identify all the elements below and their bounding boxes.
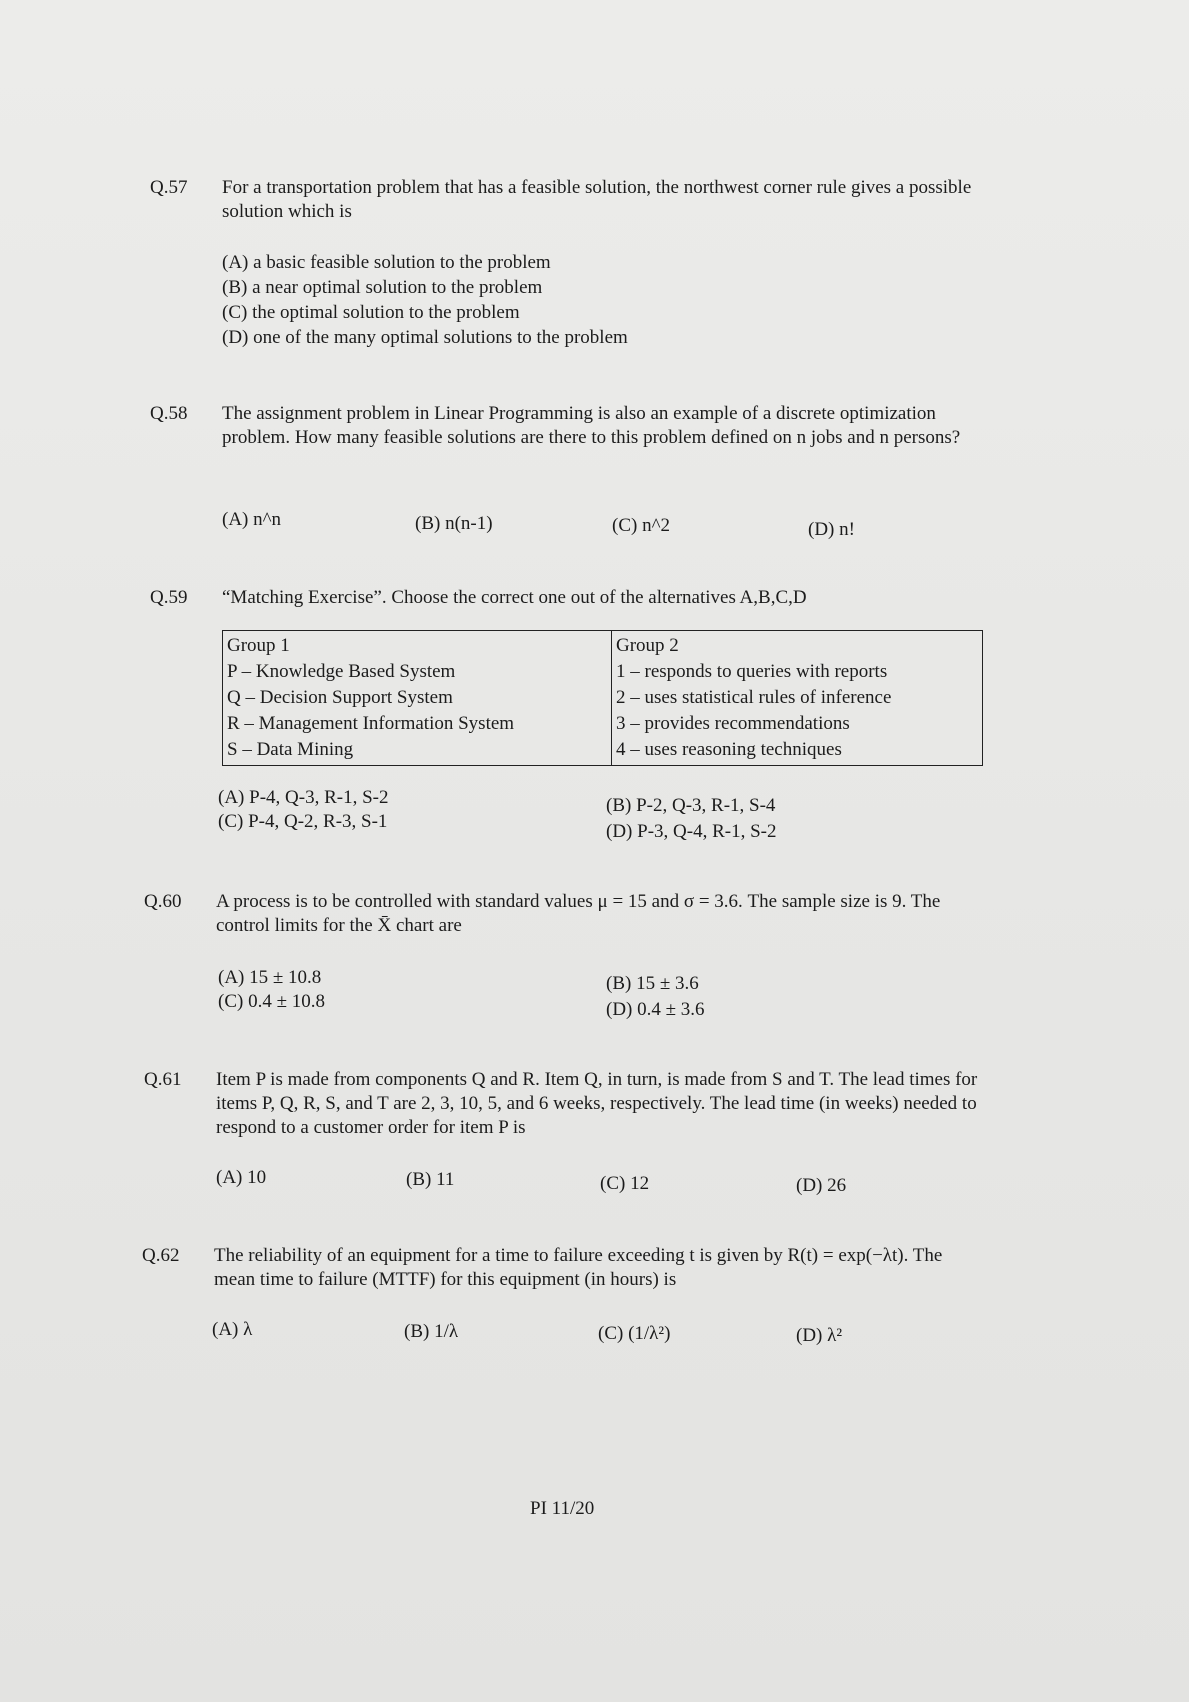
- question-text: “Matching Exercise”. Choose the correct one out of the alternatives A,B,C,D: [222, 587, 807, 608]
- question-number: Q.58: [150, 403, 188, 424]
- option-c: (C) P-4, Q-2, R-3, S-1: [218, 811, 388, 832]
- option-b: (B) P-2, Q-3, R-1, S-4: [606, 795, 776, 816]
- group2-header: Group 2: [616, 635, 679, 656]
- page-footer: PI 11/20: [530, 1498, 595, 1519]
- option-d: (D) 0.4 ± 3.6: [606, 999, 705, 1020]
- option-c: (C) 0.4 ± 10.8: [218, 991, 326, 1012]
- group2-column: [612, 631, 983, 766]
- group1-item: P – Knowledge Based System: [227, 661, 456, 682]
- group1-item: Q – Decision Support System: [227, 687, 453, 708]
- question-text: A process is to be controlled with standard values μ = 15 and σ = 3.6. The sample size is 9. The control limits for the X̄ chart are: [216, 891, 941, 936]
- question-number: Q.62: [142, 1245, 180, 1266]
- option-a: (A) a basic feasible solution to the problem: [222, 252, 551, 273]
- option-d: (D) λ²: [796, 1325, 843, 1346]
- group1-column: [223, 631, 612, 766]
- question-number: Q.60: [144, 891, 182, 912]
- question-text: For a transportation problem that has a feasible solution, the northwest corner rule gives a possible solution which is: [222, 177, 972, 222]
- matching-table: [222, 630, 983, 766]
- option-b: (B) a near optimal solution to the problem: [222, 277, 543, 298]
- group2-item: 2 – uses statistical rules of inference: [616, 687, 892, 708]
- option-a: (A) 15 ± 10.8: [218, 967, 322, 988]
- option-b: (B) 15 ± 3.6: [606, 973, 699, 994]
- question-number: Q.61: [144, 1069, 182, 1090]
- option-a: (A) n^n: [222, 509, 282, 530]
- option-c: (C) n^2: [612, 515, 670, 536]
- option-a: (A) 10: [216, 1167, 267, 1188]
- option-c: (C) 12: [600, 1173, 650, 1194]
- question-number: Q.59: [150, 587, 188, 608]
- option-c: (C) the optimal solution to the problem: [222, 302, 520, 323]
- option-d: (D) P-3, Q-4, R-1, S-2: [606, 821, 777, 842]
- group1-item: R – Management Information System: [227, 713, 515, 734]
- option-b: (B) n(n-1): [415, 513, 493, 534]
- option-a: (A) λ: [212, 1319, 253, 1340]
- question-number: Q.57: [150, 177, 188, 198]
- option-d: (D) 26: [796, 1175, 847, 1196]
- option-c: (C) (1/λ²): [598, 1323, 671, 1344]
- option-d: (D) n!: [808, 519, 855, 540]
- question-text: Item P is made from components Q and R. Item Q, in turn, is made from S and T. The lead times for items P, Q, R, S, and T are 2, 3, 10, 5, and 6 weeks, respectively. The lead time (in weeks) needed to respond to a customer order for item P is: [216, 1069, 978, 1138]
- group1-item: S – Data Mining: [227, 739, 354, 760]
- option-a: (A) P-4, Q-3, R-1, S-2: [218, 787, 389, 808]
- group1-header: Group 1: [227, 635, 290, 656]
- option-d: (D) one of the many optimal solutions to the problem: [222, 327, 628, 348]
- question-text: The reliability of an equipment for a time to failure exceeding t is given by R(t) = exp(−λt). The mean time to failure (MTTF) for this equipment (in hours) is: [214, 1245, 943, 1290]
- group2-item: 4 – uses reasoning techniques: [616, 739, 842, 760]
- option-b: (B) 11: [406, 1169, 455, 1190]
- group2-item: 3 – provides recommendations: [616, 713, 850, 734]
- question-text: The assignment problem in Linear Programming is also an example of a discrete optimization problem. How many feasible solutions are there to this problem defined on n jobs and n persons?: [222, 403, 961, 448]
- option-b: (B) 1/λ: [404, 1321, 459, 1342]
- group2-item: 1 – responds to queries with reports: [616, 661, 888, 682]
- options-57: [222, 252, 628, 352]
